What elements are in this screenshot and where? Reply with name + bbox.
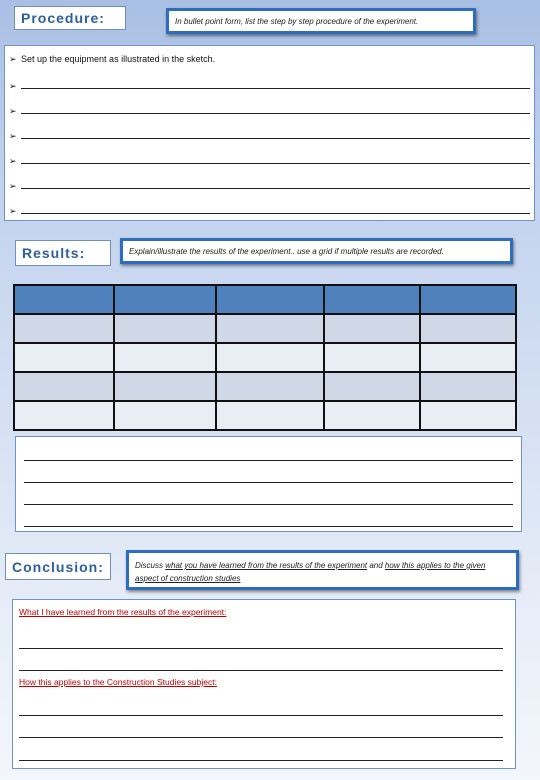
procedure-tag (14, 6, 126, 30)
table-cell[interactable] (216, 314, 324, 343)
writing-line (24, 482, 513, 483)
table-cell[interactable] (324, 285, 420, 314)
table-cell[interactable] (420, 343, 516, 372)
table-cell[interactable] (420, 401, 516, 430)
table-row (14, 372, 516, 401)
procedure-step-line[interactable] (9, 76, 530, 92)
writing-line[interactable] (19, 648, 503, 649)
results-instruction-box (120, 238, 513, 264)
table-row (14, 314, 516, 343)
table-cell[interactable] (14, 372, 114, 401)
conclusion-prompt-applies: How this applies to the Construction Studies subject: (19, 677, 217, 687)
table-row (14, 401, 516, 430)
writing-line (24, 460, 513, 461)
results-tag (15, 240, 111, 266)
table-cell[interactable] (114, 285, 216, 314)
bullet-arrow-icon: ➢ (9, 181, 17, 191)
conclusion-tag (5, 553, 111, 580)
table-cell[interactable] (324, 372, 420, 401)
writing-line[interactable] (19, 737, 503, 738)
table-cell[interactable] (14, 343, 114, 372)
procedure-instruction-text: In bullet point form, list the step by step procedure of the experiment. (175, 16, 419, 26)
writing-line (24, 526, 513, 527)
results-instruction-text: Explain/illustrate the results of the experiment.. use a grid if multiple results are recorded. (129, 246, 444, 256)
table-cell[interactable] (324, 401, 420, 430)
writing-line[interactable] (19, 715, 503, 716)
conclusion-instruction-link2: how this applies to the given aspect of construction studies (135, 561, 486, 583)
table-cell[interactable] (216, 401, 324, 430)
conclusion-prompt-learned: What I have learned from the results of the experiment: (19, 607, 227, 617)
conclusion-panel (12, 599, 516, 769)
table-cell[interactable] (420, 372, 516, 401)
table-cell[interactable] (216, 285, 324, 314)
bullet-arrow-icon: ➢ (9, 81, 17, 91)
writing-line[interactable] (19, 760, 503, 761)
table-cell[interactable] (114, 343, 216, 372)
writing-line (21, 188, 530, 189)
procedure-step-line[interactable] (9, 201, 530, 217)
results-notes-panel[interactable] (15, 436, 522, 532)
writing-line (21, 88, 530, 89)
table-cell[interactable] (14, 285, 114, 314)
bullet-arrow-icon: ➢ (9, 54, 17, 64)
procedure-step-line[interactable] (9, 176, 530, 192)
writing-line (21, 213, 530, 214)
bullet-arrow-icon: ➢ (9, 131, 17, 141)
results-table (13, 284, 517, 431)
table-cell[interactable] (324, 343, 420, 372)
table-cell[interactable] (216, 343, 324, 372)
results-tag-label: Results: (22, 245, 86, 261)
conclusion-instruction-prefix: Discuss (135, 561, 166, 570)
conclusion-instruction-box (126, 550, 519, 590)
writing-line (21, 163, 530, 164)
conclusion-tag-label: Conclusion: (12, 558, 104, 575)
bullet-arrow-icon: ➢ (9, 106, 17, 116)
bullet-arrow-icon: ➢ (9, 156, 17, 166)
bullet-arrow-icon: ➢ (9, 206, 17, 216)
table-cell[interactable] (14, 401, 114, 430)
conclusion-instruction-link1: what you have learned from the results of the experiment (165, 561, 368, 570)
table-cell[interactable] (114, 401, 216, 430)
procedure-instruction-box (166, 8, 476, 34)
table-cell[interactable] (420, 314, 516, 343)
table-header-row (14, 285, 516, 314)
writing-line (21, 113, 530, 114)
table-cell[interactable] (216, 372, 324, 401)
table-cell[interactable] (114, 314, 216, 343)
conclusion-instruction-mid: and (367, 561, 385, 570)
table-cell[interactable] (324, 314, 420, 343)
procedure-step-text: Set up the equipment as illustrated in the sketch. (21, 54, 216, 64)
procedure-panel (4, 45, 535, 221)
writing-line[interactable] (19, 670, 503, 671)
procedure-step-line[interactable] (9, 101, 530, 117)
table-cell[interactable] (420, 285, 516, 314)
procedure-step-line[interactable] (9, 126, 530, 142)
procedure-tag-label: Procedure: (21, 10, 105, 26)
procedure-step-line[interactable] (9, 151, 530, 167)
table-cell[interactable] (114, 372, 216, 401)
procedure-first-step (9, 54, 215, 65)
writing-line (24, 504, 513, 505)
table-cell[interactable] (14, 314, 114, 343)
table-row (14, 343, 516, 372)
writing-line (21, 138, 530, 139)
